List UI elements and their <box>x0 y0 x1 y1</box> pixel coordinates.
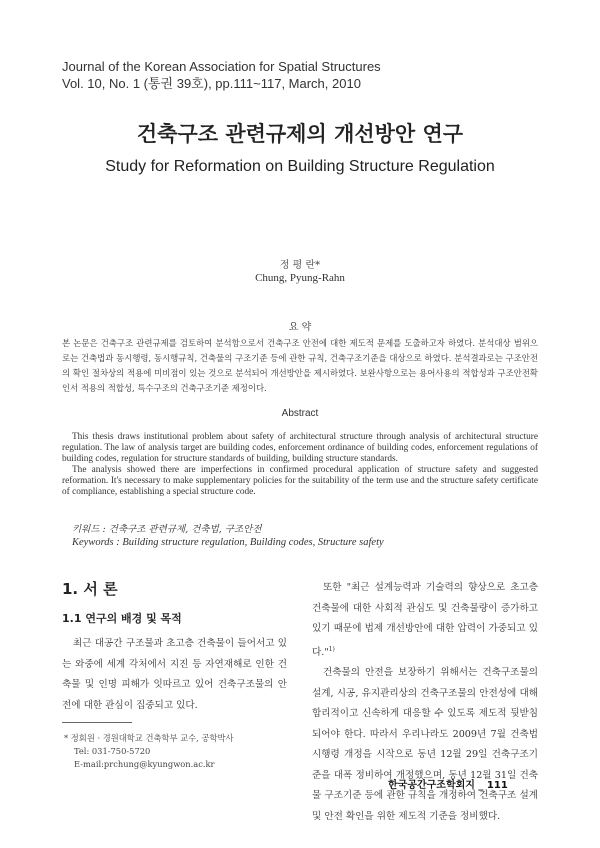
author-name-english: Chung, Pyung-Rahn <box>255 272 345 284</box>
abstract-korean-text: 본 논문은 건축구조 관련규제를 검토하여 분석함으로서 건축구조 안전에 대한 제도적 문제를 도출하고자 하였다. 분석대상 범위으로는 건축법과 동시행령, 동시행규칙, 건축물의 구조기준 등에 관한 규칙, 건축구조기준을 대상으로 하였다. 분석결과로는 구조안전의 확인 절차상의 적용에 미비점이 있는 것으로 분석되어 개선방안을 제시하였다. 보완사항으로는 용어사용의 적합성과 구조안전확인서 적용의 적합성, 특수구조의 건축구조기준 제정이다. <box>62 338 538 393</box>
abstract-english-heading: Abstract <box>281 408 319 419</box>
paper-title-korean: 건축구조 관련규제의 개선방안 연구 <box>136 122 464 146</box>
footnote-phone: Tel: 031-750-5720 <box>74 746 151 756</box>
paper-title-english: Study for Reformation on Building Structure Regulation <box>105 158 495 175</box>
author-footnote <box>64 732 234 771</box>
section-heading: 1. 서 론 <box>62 580 118 598</box>
journal-volume-info: Vol. 10, No. 1 (통권 39호), pp.111~117, March, 2010 <box>62 76 361 91</box>
body-paragraph <box>312 578 538 663</box>
subsection-heading: 1.1 연구의 배경 및 목적 <box>62 612 182 625</box>
abstract-paragraph: The analysis showed there are imperfections in confirmed procedural application of structure safety and suggested reformation. It's necessary to make supplementary policies for the suitability of the term use and the structure safety certificate of compliance, establishing a special structure code. <box>62 465 538 497</box>
keywords-korean: 키워드 : 건축구조 관련규제, 건축법, 구조안전 <box>72 524 262 535</box>
body-paragraph-text: 또한 "최근 설계능력과 기술력의 향상으로 초고층 건축물에 대한 사회적 관심도 및 건축물량이 증가하고 있기 때문에 법제 개선방안에 대한 압력이 가중되고 있다." <box>312 582 538 658</box>
footnote-email: E-mail:prchung@kyungwon.ac.kr <box>74 759 215 769</box>
body-text-left-column <box>62 634 287 716</box>
abstract-korean-heading: 요 약 <box>288 322 312 333</box>
body-paragraph: 최근 대공간 구조물과 초고층 건축물이 들어서고 있는 와중에 세계 각처에서 지진 등 자연재해로 인한 건축물 및 인명 피해가 잇따르고 있어 건축구조물의 안전에 대한 관심이 집중되고 있다. <box>62 638 287 711</box>
footnote-reference: 1) <box>328 645 335 653</box>
body-paragraph: 건축물의 안전을 보장하기 위해서는 건축구조물의 설계, 시공, 유지관리상의 건축구조물의 안전성에 대해 합리적이고 신속하게 대응할 수 있도록 제도적 뒷받침 되어야 한다. 따라서 우리나라도 2009년 7월 건축법 시행령 개정을 시작으로 동년 12월 29일 건축구조기준을 대폭 정비하여 개정했으며, 동년 12월 31일 건축물 구조기준 등에 관한 규칙을 개정하여 건축구조 설계 및 안전 확인을 위한 제도적 기준을 정비했다. <box>312 667 538 822</box>
abstract-paragraph: This thesis draws institutional problem about safety of architectural structure through analysis of architectural structure regulation. The law of analysis target are building codes, enforcement ordinance of building codes, enforcement regulations of building codes, regulation for structure standards of building, building structure standards. <box>62 432 538 464</box>
footnote-divider <box>62 722 132 723</box>
journal-name: Journal of the Korean Association for Spatial Structures <box>62 59 381 74</box>
footnote-affiliation: * 정회원 · 경원대학교 건축학부 교수, 공학박사 <box>64 733 234 743</box>
author-name-korean: 정 평 란* <box>279 260 321 271</box>
abstract-english-text <box>62 432 538 498</box>
journal-header <box>62 58 381 92</box>
page-footer: 한국공간구조학회지 _ 111 <box>388 780 508 791</box>
keywords-english: Keywords : Building structure regulation, Building codes, Structure safety <box>72 537 384 548</box>
